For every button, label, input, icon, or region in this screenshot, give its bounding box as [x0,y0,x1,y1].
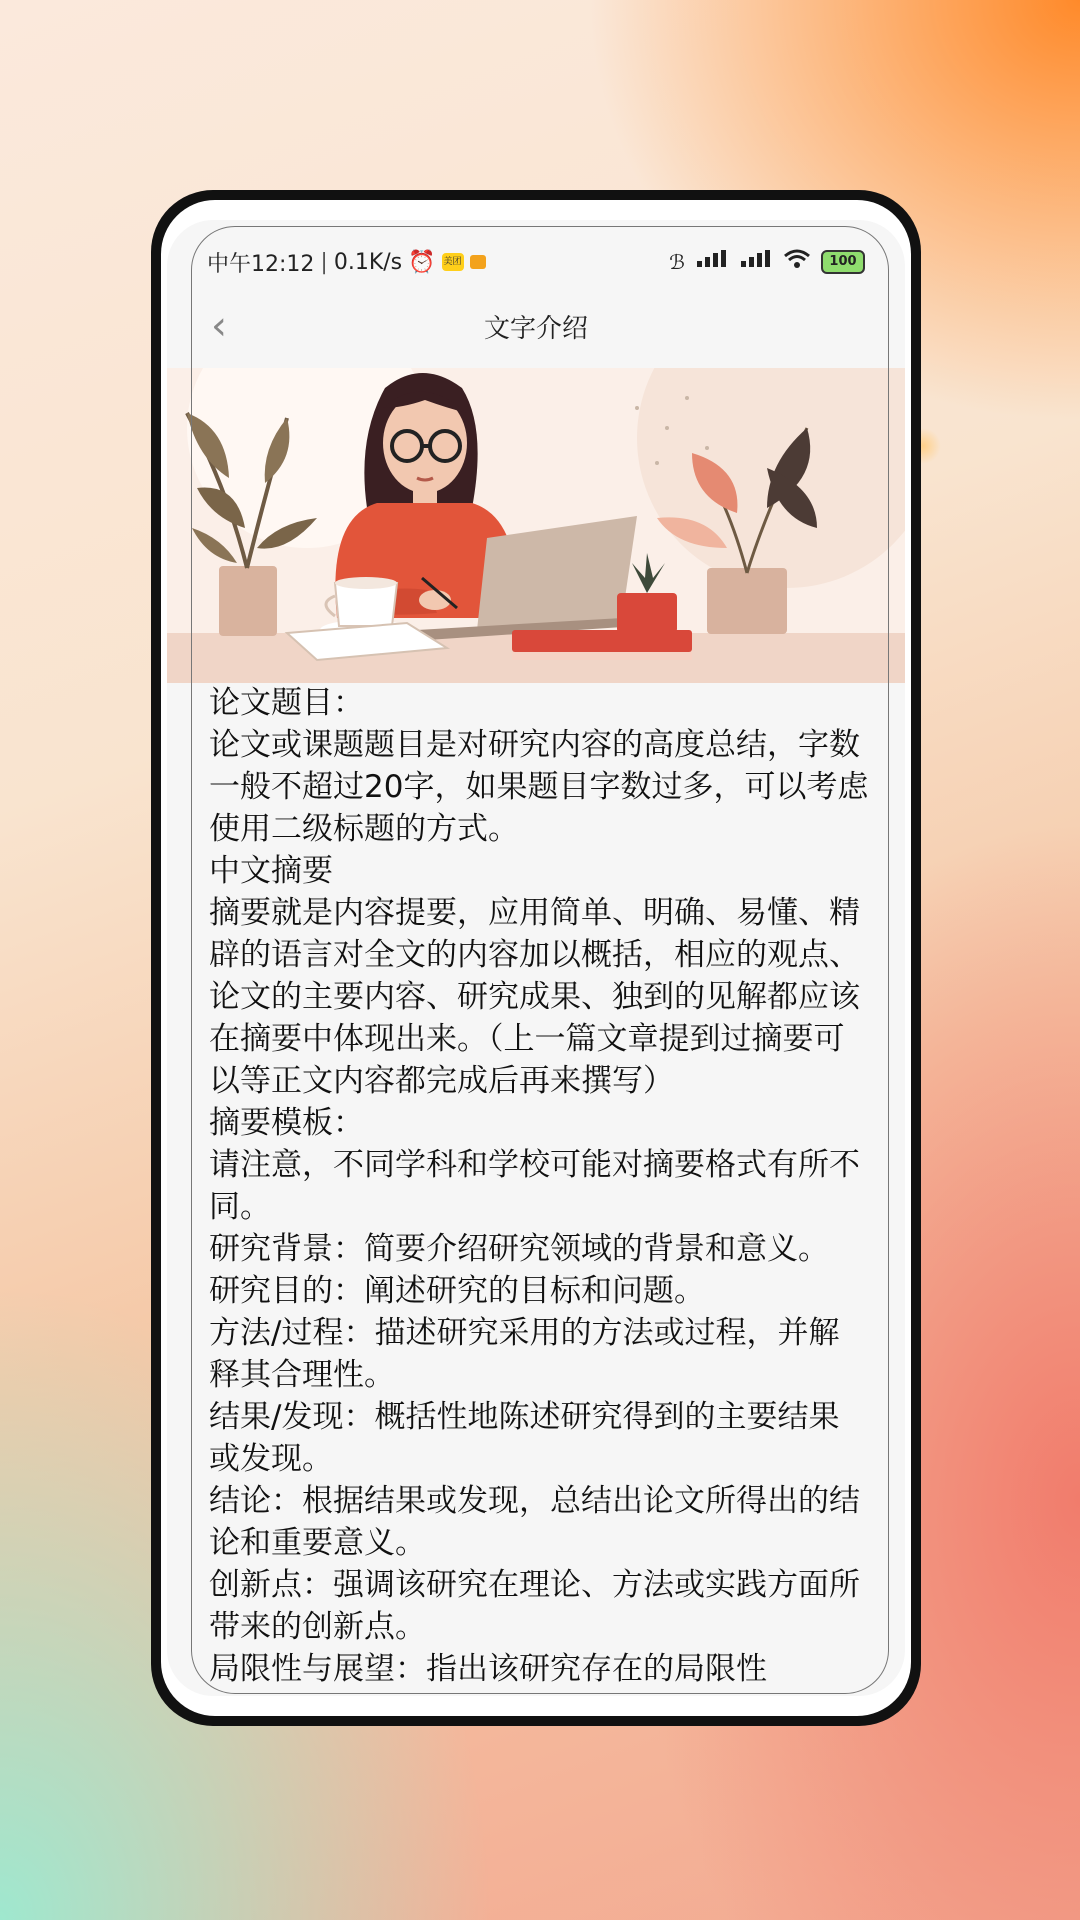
status-divider: | [320,249,328,275]
wifi-icon [783,248,811,276]
paragraph-method: 方法/过程：描述研究采用的方法或过程，并解释其合理性。 [209,1315,840,1393]
app-screen [167,220,905,1696]
woman-laptop-illustration [167,368,905,683]
notification-app-icon [470,255,486,269]
paragraph-conclusion: 结论：根据结果或发现，总结出论文所得出的结论和重要意义。 [209,1483,860,1561]
article-body [209,682,869,1690]
signal-2-icon [739,249,773,275]
paragraph-background: 研究背景：简要介绍研究领域的背景和意义。 [209,1231,829,1267]
paragraph-abstract-heading: 中文摘要 [209,853,333,889]
alarm-icon: ⏰ [408,249,436,275]
hero-illustration [167,368,905,683]
battery-icon: 100 [821,250,865,274]
meituan-badge: 美团 [442,253,464,271]
paragraph-limitations: 局限性与展望：指出该研究存在的局限性 [209,1651,767,1687]
paragraph-purpose: 研究目的：阐述研究的目标和问题。 [209,1273,705,1309]
bluetooth-icon: ℬ [669,250,685,274]
page-title: 文字介绍 [483,313,588,344]
phone-frame [151,190,921,1726]
paragraph-template-heading: 摘要模板： [209,1105,364,1141]
phone-screen [161,200,911,1716]
status-time: 中午12:12 [207,251,315,277]
paragraph-note: 请注意，不同学科和学校可能对摘要格式有所不同。 [209,1147,860,1225]
nav-bar [167,284,905,368]
paragraph-results: 结果/发现：概括性地陈述研究得到的主要结果或发现。 [209,1399,840,1477]
paragraph-abstract-desc: 摘要就是内容提要，应用简单、明确、易懂、精辟的语言对全文的内容加以概括，相应的观点、论文的主要内容、研究成果、独到的见解都应该在摘要中体现出来。（上一篇文章提到过摘要可以等正文内容都完成后再来撰写） [209,895,860,1099]
paragraph-innovation: 创新点：强调该研究在理论、方法或实践方面所带来的创新点。 [209,1567,860,1645]
chevron-left-icon: ‹ [211,303,227,349]
status-bar [207,242,865,282]
signal-icon [695,249,729,275]
status-net-speed: 0.1K/s [333,249,403,275]
back-button[interactable] [199,304,239,348]
paragraph-title-heading: 论文题目： [209,685,364,721]
paragraph-title-desc: 论文或课题题目是对研究内容的高度总结，字数一般不超过20字，如果题目字数过多，可以考虑使用二级标题的方式。 [209,727,869,847]
